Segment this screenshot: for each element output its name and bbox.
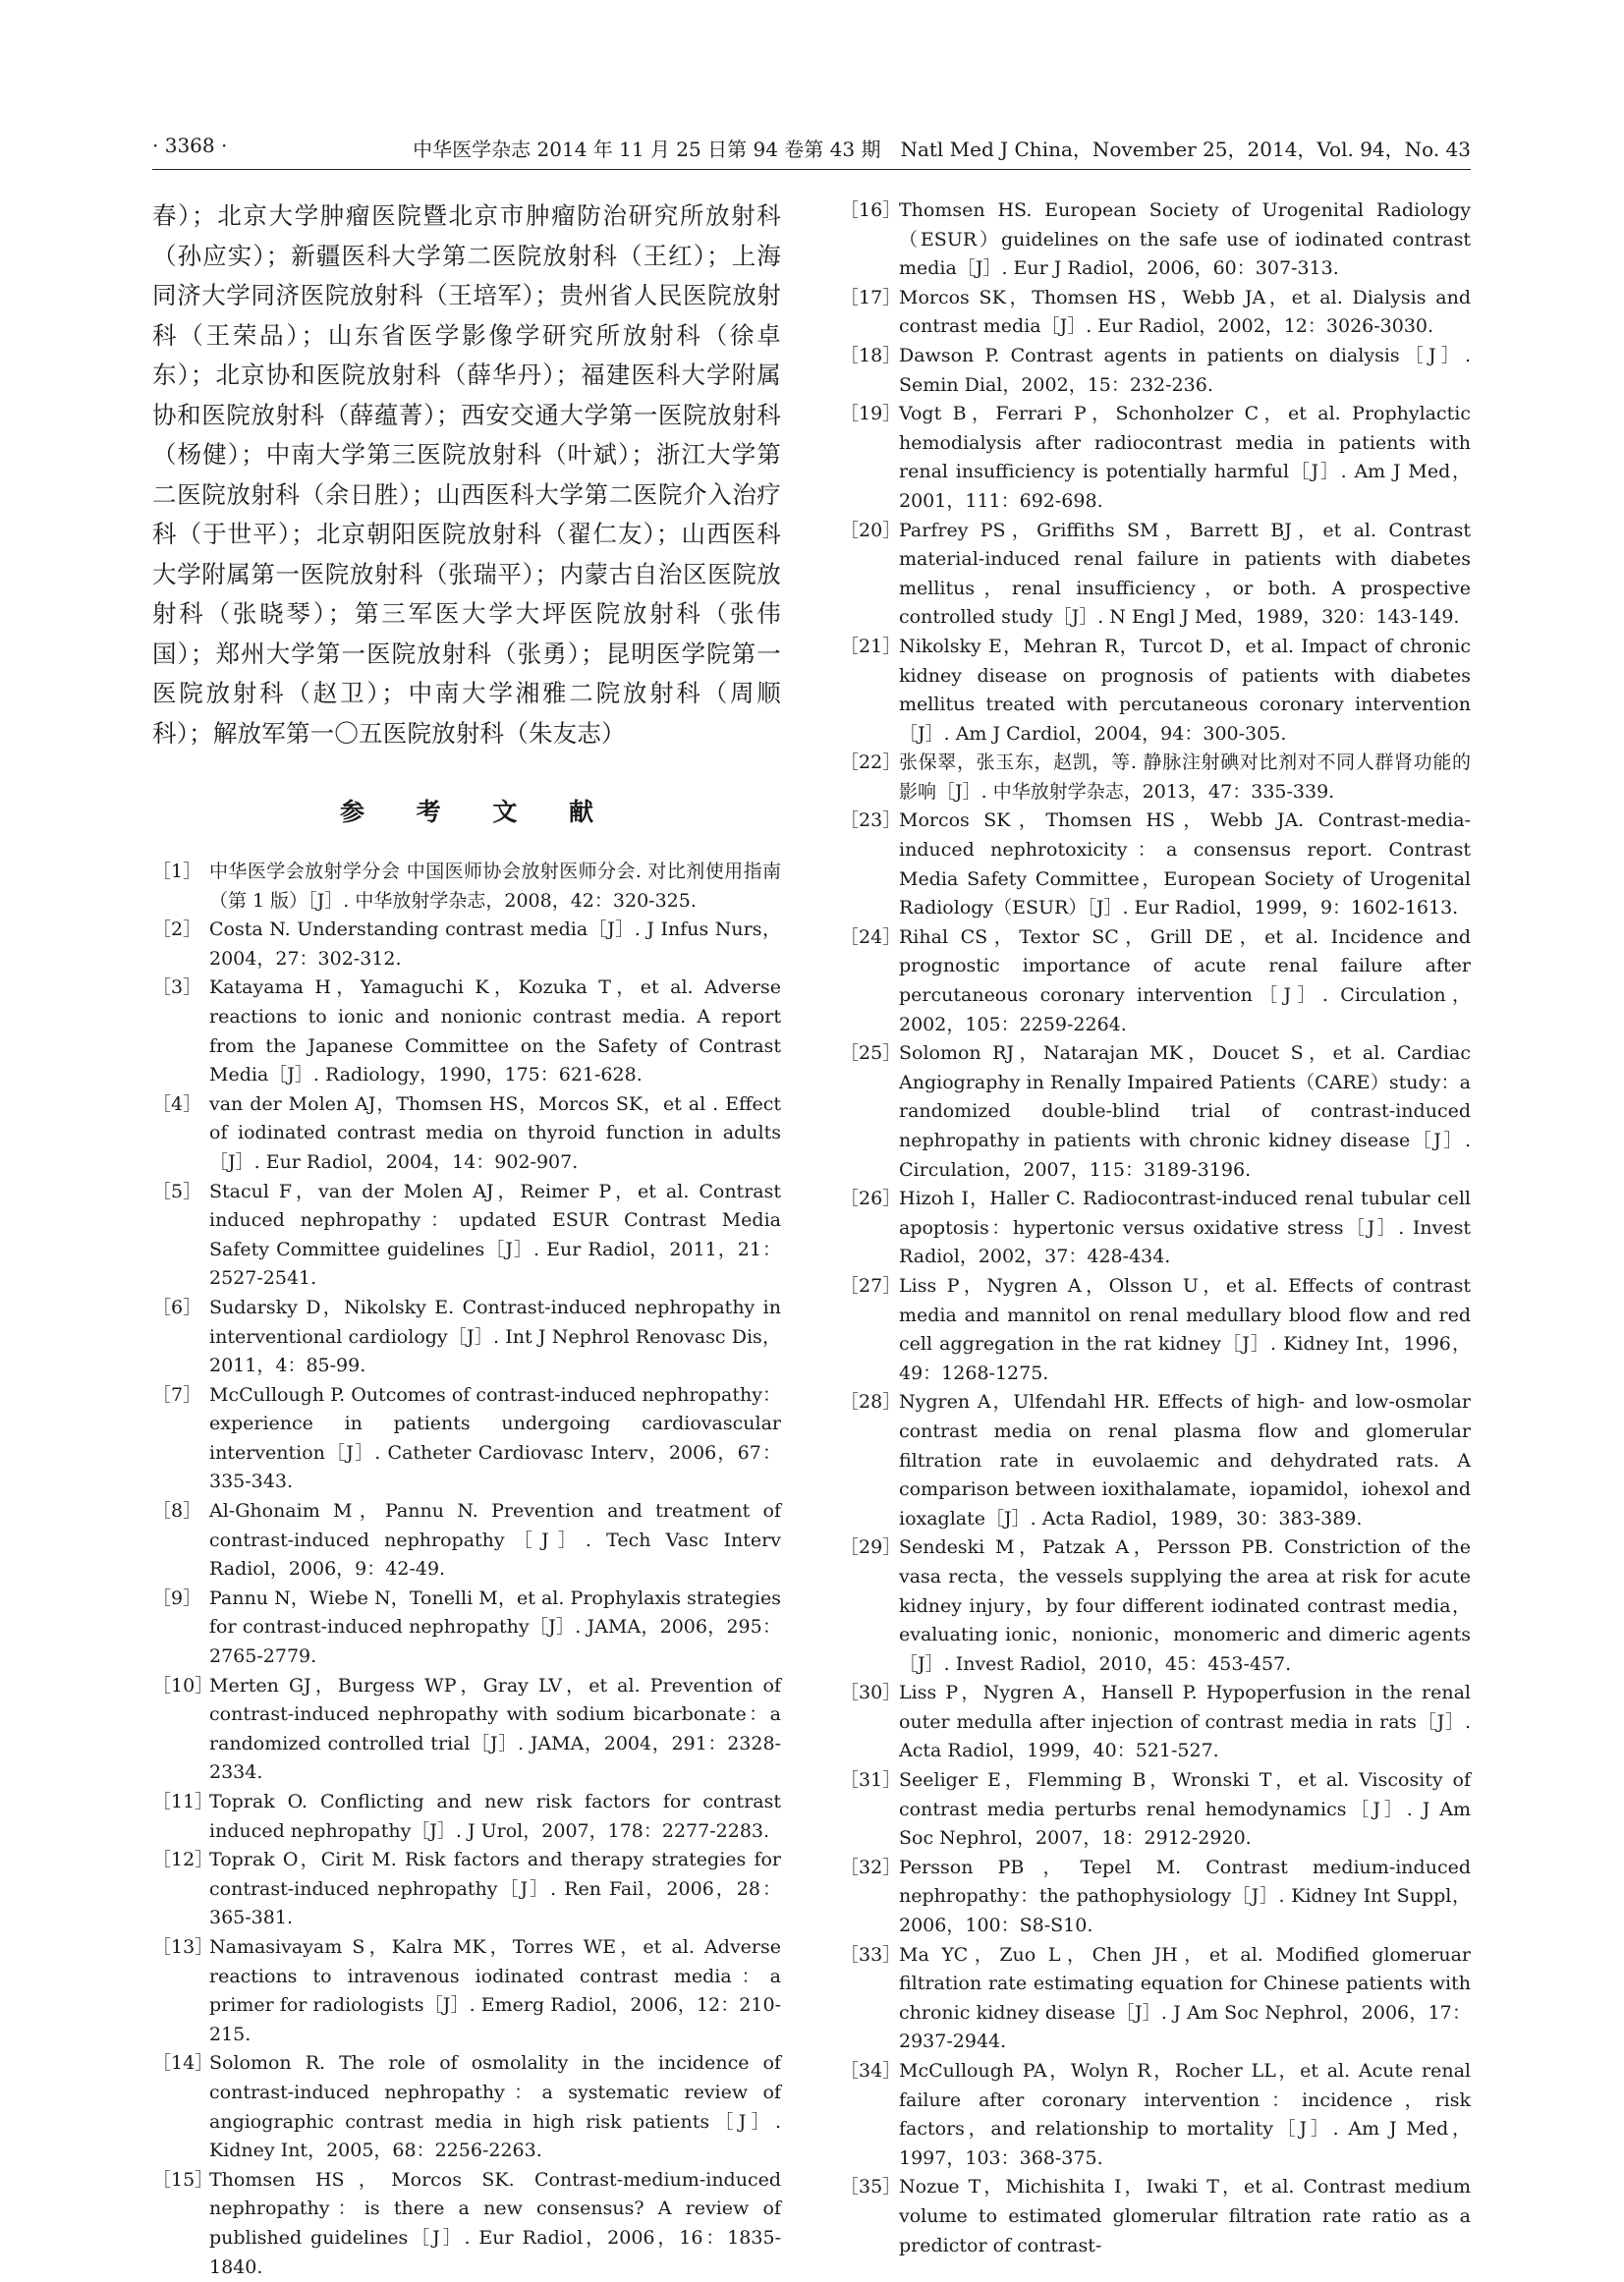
- reference-text: Al-Ghonaim M，Pannu N. Prevention and treatment of contrast-induced nephropathy［J］. Tech Vasc Interv Radiol，2006，9：42-49.: [209, 1500, 781, 1581]
- references-list-right: [840, 196, 1471, 2260]
- reference-number: ［6］: [152, 1296, 202, 1318]
- reference-text: Morcos SK，Thomsen HS，Webb JA. Contrast-media-induced nephrotoxicity：a consensus report. Contrast Media Safety Committee，European Society of Urogenital Radiology（ESUR）［J］. Eur Radiol，1999，9：1602-1613.: [899, 809, 1471, 919]
- reference-number: ［22］: [840, 751, 902, 774]
- reference-number: ［19］: [840, 403, 902, 425]
- reference-item: [152, 2049, 781, 2165]
- reference-item: [840, 1039, 1471, 1185]
- right-column: [840, 196, 1471, 2260]
- reference-number: ［10］: [152, 1674, 214, 1697]
- reference-text: Parfrey PS，Griffiths SM，Barrett BJ，et al. Contrast material-induced renal failure in patients with diabetes mellitus，renal insufficiency，or both. A prospective controlled study［J］. N Engl J Med，1989，320：143-149.: [899, 519, 1471, 629]
- reference-text: Liss P，Nygren A，Hansell P. Hypoperfusion in the renal outer medulla after injection of contrast media in rats［J］. Acta Radiol，1999，40：521-527.: [899, 1682, 1471, 1762]
- reference-number: ［23］: [840, 809, 902, 832]
- reference-item: [840, 2173, 1471, 2260]
- reference-text: Liss P，Nygren A，Olsson U，et al. Effects of contrast media and mannitol on renal medullary blood flow and red cell aggregation in the rat kidney［J］. Kidney Int，1996，49：1268-1275.: [899, 1274, 1471, 1384]
- reference-item: [840, 1388, 1471, 1533]
- reference-item: [840, 2057, 1471, 2173]
- reference-item: [840, 400, 1471, 516]
- reference-text: McCullough P. Outcomes of contrast-induced nephropathy：experience in patients undergoing cardiovascular intervention［J］. Catheter Cardiovasc Interv，2006，67：335-343.: [209, 1383, 781, 1493]
- reference-text: Nozue T，Michishita I，Iwaki T，et al. Contrast medium volume to estimated glomerular filtration rate ratio as a predictor of contrast-: [899, 2176, 1471, 2256]
- journal-running-head: 中华医学杂志 2014 年 11 月 25 日第 94 卷第 43 期 Natl Med J China，November 25，2014，Vol. 94，No. 43: [413, 138, 1471, 161]
- reference-text: Dawson P. Contrast agents in patients on dialysis［J］. Semin Dial，2002，15：232-236.: [899, 344, 1471, 396]
- reference-text: Ma YC，Zuo L，Chen JH，et al. Modified glomeruar filtration rate estimating equation for Chinese patients with chronic kidney disease［J］. J Am Soc Nephrol，2006，17：2937-2944.: [899, 1943, 1471, 2053]
- reference-number: ［21］: [840, 635, 902, 657]
- reference-text: Toprak O，Cirit M. Risk factors and therapy strategies for contrast-induced nephropathy［J］. Ren Fail，2006，28：365-381.: [209, 1849, 781, 1929]
- reference-text: Seeliger E，Flemming B，Wronski T，et al. Viscosity of contrast media perturbs renal hemodynamics［J］. J Am Soc Nephrol，2007，18：2912-2920.: [899, 1769, 1471, 1850]
- reference-number: ［34］: [840, 2060, 902, 2082]
- reference-item: [152, 1381, 781, 1497]
- reference-text: Thomsen HS，Morcos SK. Contrast-medium-induced nephropathy：is there a new consensus? A review of published guidelines［J］. Eur Radiol，2006，16：1835-1840.: [209, 2168, 781, 2278]
- reference-text: Pannu N，Wiebe N，Tonelli M，et al. Prophylaxis strategies for contrast-induced nephropathy［J］. JAMA，2006，295：2765-2779.: [209, 1586, 781, 1668]
- reference-text: Stacul F，van der Molen AJ，Reimer P，et al. Contrast induced nephropathy：updated ESUR Contrast Media Safety Committee guidelines［J］. Eur Radiol，2011，21：2527-2541.: [209, 1180, 781, 1290]
- reference-item: [840, 342, 1471, 400]
- reference-text: Rihal CS，Textor SC，Grill DE，et al. Incidence and prognostic importance of acute renal failure after percutaneous coronary intervention［J］. Circulation，2002，105：2259-2264.: [899, 925, 1471, 1035]
- reference-number: ［26］: [840, 1188, 902, 1210]
- reference-item: [840, 196, 1471, 284]
- reference-text: Persson PB，Tepel M. Contrast medium-induced nephropathy：the pathophysiology［J］. Kidney Int Suppl，2006，100：S8-S10.: [899, 1856, 1471, 1937]
- reference-text: Namasivayam S，Kalra MK，Torres WE，et al. Adverse reactions to intravenous iodinated contrast media：a primer for radiologists［J］. Emerg Radiol，2006，12：210-215.: [209, 1935, 781, 2045]
- reference-number: ［35］: [840, 2176, 902, 2199]
- reference-text: Vogt B，Ferrari P，Schonholzer C，et al. Prophylactic hemodialysis after radiocontrast media in patients with renal insufficiency is potentially harmful［J］. Am J Med，2001，111：692-698.: [899, 403, 1471, 512]
- reference-number: ［9］: [152, 1586, 202, 1609]
- reference-item: [840, 517, 1471, 633]
- reference-item: [840, 633, 1471, 749]
- reference-number: ［2］: [152, 918, 202, 941]
- reference-item: [152, 1788, 781, 1846]
- reference-item: [840, 1272, 1471, 1388]
- reference-number: ［15］: [152, 2168, 214, 2191]
- reference-text: Solomon RJ，Natarajan MK，Doucet S，et al. Cardiac Angiography in Renally Impaired Patients（CARE）study：a randomized double-blind trial of contrast-induced nephropathy in patients with chronic kidney disease［J］. Circulation，2007，115：3189-3196.: [899, 1042, 1471, 1181]
- reference-item: [840, 1679, 1471, 1766]
- reference-number: ［12］: [152, 1849, 214, 1871]
- reference-item: [152, 1178, 781, 1294]
- reference-number: ［33］: [840, 1943, 902, 1966]
- reference-item: [840, 1185, 1471, 1272]
- reference-text: McCullough PA，Wolyn R，Rocher LL，et al. Acute renal failure after coronary intervention：incidence，risk factors，and relationship to mortality［J］. Am J Med，1997，103：368-375.: [899, 2060, 1471, 2169]
- reference-number: ［30］: [840, 1682, 902, 1704]
- reference-item: [152, 974, 781, 1089]
- reference-item: [152, 916, 781, 974]
- reference-text: Thomsen HS. European Society of Urogenital Radiology（ESUR）guidelines on the safe use of iodinated contrast media［J］. Eur J Radiol，2006，60：307-313.: [899, 199, 1471, 280]
- reference-number: ［31］: [840, 1769, 902, 1792]
- reference-number: ［29］: [840, 1536, 902, 1559]
- reference-text: Nikolsky E，Mehran R，Turcot D，et al. Impact of chronic kidney disease on prognosis of patients with diabetes mellitus treated with percutaneous coronary intervention［J］. Am J Cardiol，2004，94：300-305.: [899, 635, 1471, 745]
- reference-number: ［3］: [152, 976, 202, 999]
- reference-item: [152, 1672, 781, 1788]
- reference-number: ［24］: [840, 925, 902, 948]
- reference-number: ［25］: [840, 1042, 902, 1065]
- reference-text: Nygren A，Ulfendahl HR. Effects of high- and low-osmolar contrast media on renal plasma flow and glomerular filtration rate in euvolaemic and dehydrated rats. A comparison between ioxithalamate，iopamidol，iohexol and ioxaglate［J］. Acta Radiol，1989，30：383-389.: [899, 1391, 1471, 1530]
- reference-number: ［13］: [152, 1935, 214, 1958]
- reference-number: ［17］: [840, 286, 902, 308]
- reference-item: [152, 1846, 781, 1933]
- left-column: [152, 196, 781, 2282]
- references-heading: 参 考 文 献: [339, 798, 616, 826]
- reference-text: Hizoh I，Haller C. Radiocontrast-induced renal tubular cell apoptosis：hypertonic versus oxidative stress［J］. Invest Radiol，2002，37：428-434.: [899, 1188, 1471, 1268]
- reference-item: [152, 1497, 781, 1585]
- reference-number: ［14］: [152, 2052, 214, 2075]
- reference-text: Sudarsky D，Nikolsky E. Contrast-induced nephropathy in interventional cardiology［J］. Int J Nephrol Renovasc Dis，2011，4：85-99.: [209, 1296, 781, 1377]
- reference-number: ［20］: [840, 519, 902, 541]
- reference-number: ［27］: [840, 1274, 902, 1297]
- reference-text: Katayama H，Yamaguchi K，Kozuka T，et al. Adverse reactions to ionic and nonionic contrast media. A report from the Japanese Committee on the Safety of Contrast Media［J］. Radiology，1990，175：621-628.: [209, 976, 781, 1086]
- reference-number: ［11］: [152, 1791, 214, 1812]
- reference-number: ［32］: [840, 1856, 902, 1878]
- reference-item: [840, 1854, 1471, 1941]
- page-number: · 3368 ·: [152, 134, 228, 157]
- reference-number: ［7］: [152, 1383, 202, 1406]
- reference-number: ［18］: [840, 344, 902, 366]
- reference-text: Solomon R. The role of osmolality in the incidence of contrast-induced nephropathy：a systematic review of angiographic contrast media in high risk patients［J］. Kidney Int，2005，68：2256-2263.: [209, 2052, 781, 2162]
- reference-item: [152, 858, 781, 916]
- reference-text: 中华医学会放射学分会 中国医师协会放射医师分会. 对比剂使用指南（第 1 版）［J］. 中华放射学杂志，2008，42：320-325.: [209, 861, 781, 912]
- reference-item: [840, 1533, 1471, 1679]
- reference-number: ［5］: [152, 1180, 202, 1202]
- reference-item: [840, 1766, 1471, 1854]
- reference-number: ［4］: [152, 1092, 202, 1115]
- reference-text: Merten GJ，Burgess WP，Gray LV，et al. Prevention of contrast-induced nephropathy with sodium bicarbonate：a randomized controlled trial［J］. JAMA，2004，291：2328-2334.: [209, 1674, 781, 1784]
- reference-item: [840, 923, 1471, 1039]
- reference-number: ［28］: [840, 1391, 902, 1414]
- reference-number: ［1］: [152, 861, 202, 882]
- affiliations-paragraph: 春）；北京大学肿瘤医院暨北京市肿瘤防治研究所放射科（孙应实）；新疆医科大学第二医院放射科（王红）；上海同济大学同济医院放射科（王培军）；贵州省人民医院放射科（王荣品）；山东省医学影像学研究所放射科（徐卓东）；北京协和医院放射科（薛华丹）；福建医科大学附属协和医院放射科（薛蕴菁）；西安交通大学第一医院放射科（杨健）；中南大学第三医院放射科（叶斌）；浙江大学第二医院放射科（余日胜）；山西医科大学第二医院介入治疗科（于世平）；北京朝阳医院放射科（翟仁友）；山西医科大学附属第一医院放射科（张瑞平）；内蒙古自治区医院放射科（张晓琴）；第三军医大学大坪医院放射科（张伟国）；郑州大学第一医院放射科（张勇）；昆明医学院第一医院放射科（赵卫）；中南大学湘雅二院放射科（周顺科）；解放军第一〇五医院放射科（朱友志）: [152, 201, 781, 748]
- reference-number: ［8］: [152, 1500, 202, 1523]
- reference-text: 张保翠，张玉东，赵凯，等. 静脉注射碘对比剂对不同人群肾功能的影响［J］. 中华放射学杂志，2013，47：335-339.: [899, 751, 1471, 803]
- reference-item: [840, 807, 1471, 922]
- reference-number: ［16］: [840, 199, 902, 221]
- reference-item: [152, 1585, 781, 1672]
- reference-text: Morcos SK，Thomsen HS，Webb JA，et al. Dialysis and contrast media［J］. Eur Radiol，2002，12：3026-3030.: [899, 286, 1471, 338]
- reference-text: Toprak O. Conflicting and new risk factors for contrast induced nephropathy［J］. J Urol，2007，178：2277-2283.: [209, 1791, 781, 1842]
- reference-item: [152, 1090, 781, 1178]
- references-list-left: [152, 858, 781, 2282]
- reference-item: [152, 1294, 781, 1381]
- reference-text: Costa N. Understanding contrast media［J］. J Infus Nurs，2004，27：302-312.: [209, 918, 781, 970]
- reference-item: [840, 284, 1471, 342]
- reference-item: [152, 2166, 781, 2282]
- reference-item: [840, 749, 1471, 807]
- page-header: [152, 130, 1471, 170]
- reference-text: Sendeski M，Patzak A，Persson PB. Constriction of the vasa recta，the vessels supplying the area at risk for acute kidney injury，by four different iodinated contrast media，evaluating ionic，nonionic，monomeric and dimeric agents［J］. Invest Radiol，2010，45：453-457.: [899, 1536, 1471, 1675]
- reference-item: [840, 1941, 1471, 2057]
- reference-text: van der Molen AJ，Thomsen HS，Morcos SK，et al . Effect of iodinated contrast media on thyroid function in adults［J］. Eur Radiol，2004，14：902-907.: [209, 1092, 781, 1173]
- reference-item: [152, 1933, 781, 2049]
